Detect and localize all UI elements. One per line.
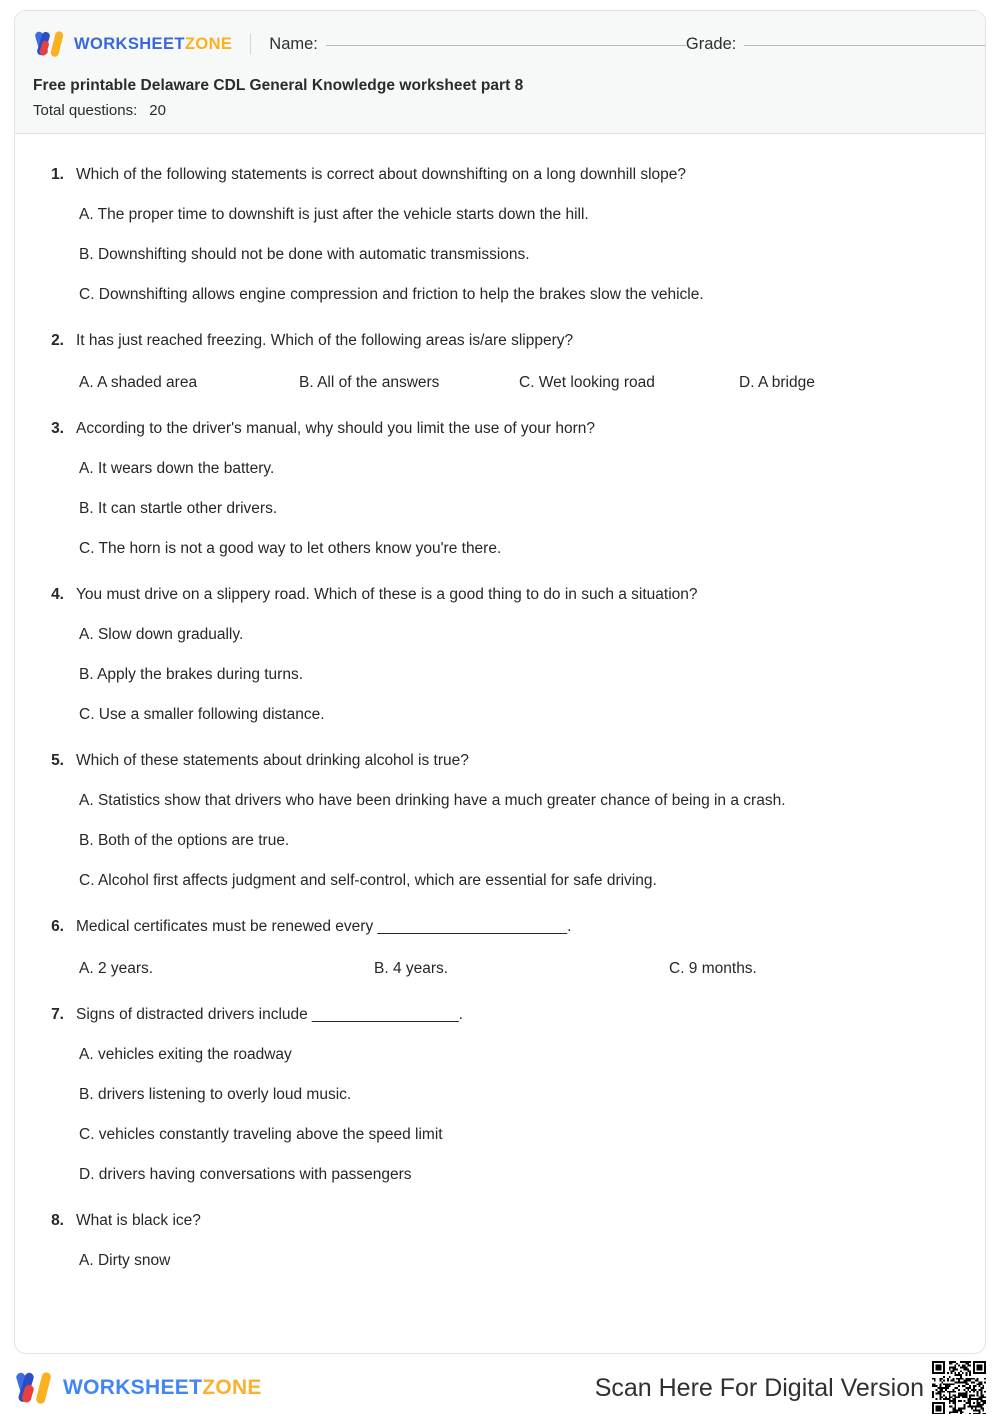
answer-option[interactable]: D. A bridge (739, 374, 815, 391)
answer-option[interactable]: A. A shaded area (79, 374, 198, 391)
answer-option[interactable]: A. The proper time to downshift is just after the vehicle starts down the hill. (79, 206, 589, 223)
name-field-rule[interactable] (326, 45, 686, 46)
answer-options (41, 958, 959, 980)
grade-field-rule[interactable] (744, 45, 986, 46)
question-number: 1. (51, 166, 64, 183)
qr-code-icon[interactable] (932, 1361, 986, 1414)
question-number: 5. (51, 752, 64, 769)
footer-brand-wordmark-part1: WORKSHEET (63, 1376, 203, 1399)
question-item (41, 916, 959, 980)
question-item (41, 584, 959, 726)
answer-option[interactable]: A. It wears down the battery. (79, 460, 275, 477)
answer-option[interactable]: C. Use a smaller following distance. (79, 706, 325, 723)
question-number: 3. (51, 420, 64, 437)
question-item (41, 330, 959, 394)
question-item (41, 750, 959, 892)
answer-options (41, 1250, 959, 1272)
total-questions (33, 102, 967, 119)
answer-option[interactable]: A. Statistics show that drivers who have been drinking have a much greater chance of being in a crash. (79, 792, 786, 809)
question-number: 8. (51, 1212, 64, 1229)
question-text: Medical certificates must be renewed every ______________________. (76, 918, 572, 935)
question-header (41, 584, 959, 606)
answer-option[interactable]: A. Slow down gradually. (79, 626, 244, 643)
brand-wordmark (74, 35, 232, 54)
name-field[interactable] (269, 35, 686, 54)
question-item (41, 1004, 959, 1186)
brand-wordmark-part1: WORKSHEET (74, 34, 185, 53)
question-header (41, 330, 959, 352)
answer-option[interactable]: C. Wet looking road (519, 374, 655, 391)
answer-option[interactable]: C. vehicles constantly traveling above the speed limit (79, 1126, 443, 1143)
answer-options (41, 624, 959, 726)
footer-brand-wordmark (63, 1376, 262, 1400)
grade-field[interactable] (686, 35, 986, 54)
answer-options (41, 1044, 959, 1186)
question-header (41, 164, 959, 186)
answer-option[interactable]: B. 4 years. (374, 960, 449, 977)
question-header (41, 916, 959, 938)
total-questions-label: Total questions: (33, 102, 138, 119)
question-text: You must drive on a slippery road. Which of these is a good thing to do in such a situation? (76, 586, 698, 603)
answer-option[interactable]: B. All of the answers (299, 374, 440, 391)
page-title: Free printable Delaware CDL General Knowledge worksheet part 8 (33, 77, 524, 94)
grade-field-label: Grade: (685, 34, 737, 53)
worksheet-card (14, 10, 986, 1354)
answer-option[interactable]: B. Both of the options are true. (79, 832, 290, 849)
question-item (41, 1210, 959, 1272)
answer-option[interactable]: B. It can startle other drivers. (79, 500, 278, 517)
question-text: It has just reached freezing. Which of the following areas is/are slippery? (76, 332, 574, 349)
question-number: 7. (51, 1006, 64, 1023)
brand-wordmark-part2: ZONE (184, 34, 233, 53)
answer-option[interactable]: B. Apply the brakes during turns. (79, 666, 304, 683)
question-number: 2. (51, 332, 64, 349)
questions-list (15, 134, 985, 1292)
answer-options (41, 372, 959, 394)
answer-option[interactable]: B. drivers listening to overly loud music. (79, 1086, 352, 1103)
header-top-row (33, 29, 967, 59)
question-text: Which of the following statements is correct about downshifting on a long downhill slope? (76, 166, 687, 183)
footer-brand[interactable] (14, 1372, 262, 1404)
name-field-label: Name: (269, 34, 318, 53)
question-text: Signs of distracted drivers include _________________. (76, 1006, 463, 1023)
footer-brand-wordmark-part2: ZONE (202, 1376, 262, 1399)
answer-options (41, 790, 959, 892)
question-item (41, 418, 959, 560)
question-text: Which of these statements about drinking alcohol is true? (76, 752, 469, 769)
answer-option[interactable]: B. Downshifting should not be done with automatic transmissions. (79, 246, 530, 263)
question-header (41, 1210, 959, 1232)
answer-option[interactable]: C. Alcohol first affects judgment and self-control, which are essential for safe driving. (79, 872, 657, 889)
question-header (41, 750, 959, 772)
answer-option[interactable]: D. drivers having conversations with passengers (79, 1166, 412, 1183)
answer-option[interactable]: A. vehicles exiting the roadway (79, 1046, 292, 1063)
worksheet-zone-logo-icon (33, 31, 66, 57)
page-footer (0, 1362, 1000, 1414)
total-questions-value: 20 (149, 102, 166, 119)
answer-option[interactable]: A. Dirty snow (79, 1252, 171, 1269)
answer-option[interactable]: C. Downshifting allows engine compression and friction to help the brakes slow the vehicle. (79, 286, 704, 303)
question-item (41, 164, 959, 306)
worksheet-header (15, 11, 985, 134)
question-number: 4. (51, 586, 64, 603)
question-number: 6. (51, 918, 64, 935)
header-divider (250, 33, 251, 55)
answer-option[interactable]: C. 9 months. (669, 960, 757, 977)
scan-prompt-text: Scan Here For Digital Version (594, 1373, 924, 1402)
footer-worksheet-zone-logo-icon (14, 1372, 54, 1404)
answer-options (41, 204, 959, 306)
question-header (41, 1004, 959, 1026)
answer-option[interactable]: A. 2 years. (79, 960, 154, 977)
question-header (41, 418, 959, 440)
answer-options (41, 458, 959, 560)
question-text: What is black ice? (76, 1212, 201, 1229)
question-text: According to the driver's manual, why should you limit the use of your horn? (76, 420, 596, 437)
answer-option[interactable]: C. The horn is not a good way to let others know you're there. (79, 540, 502, 557)
